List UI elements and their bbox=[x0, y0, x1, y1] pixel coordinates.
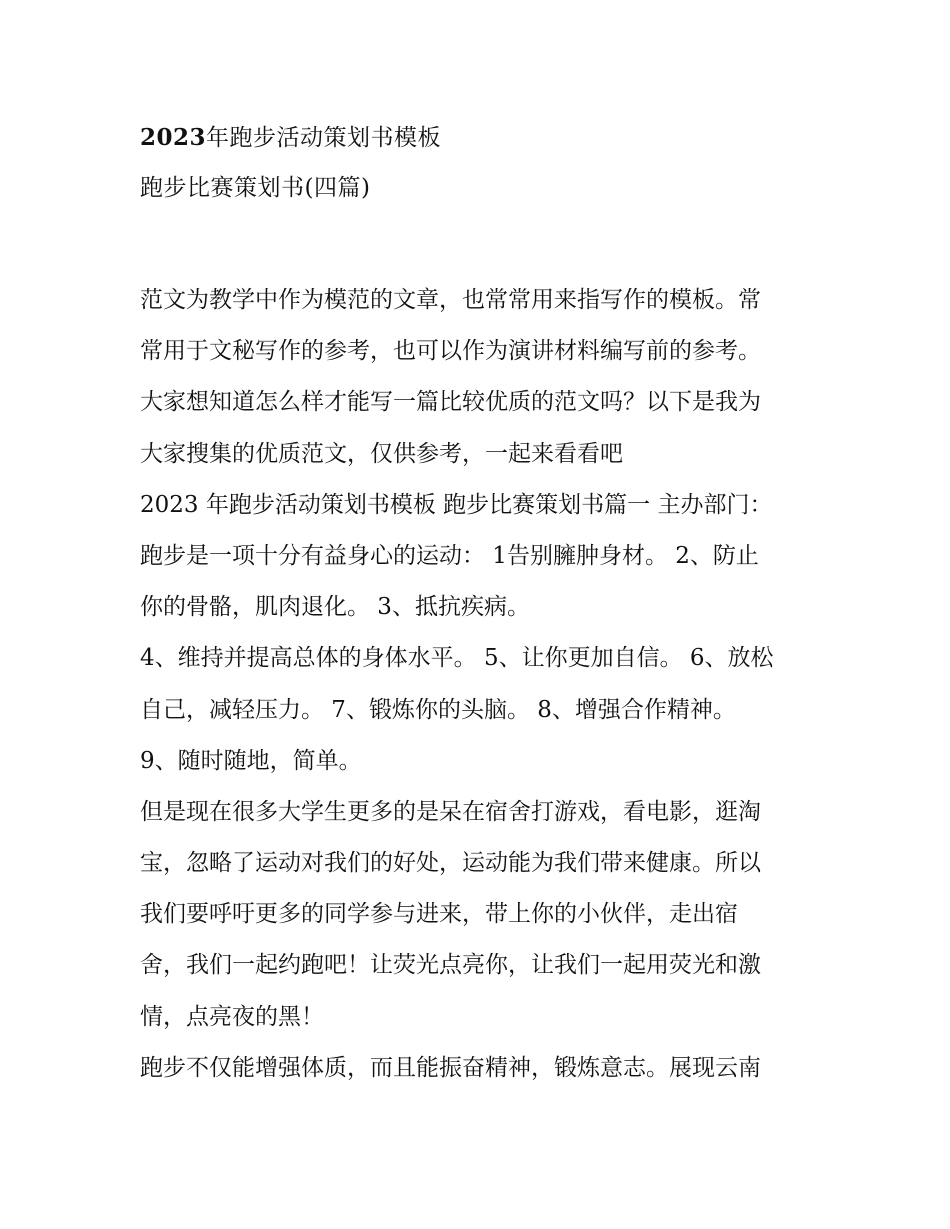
body-line: 跑步不仅能增强体质，而且能振奋精神，锻炼意志。展现云南 bbox=[140, 1054, 761, 1081]
body-line: 9、随时随地，简单。 bbox=[140, 747, 362, 774]
title-line-2: 跑步比赛策划书(四篇) bbox=[140, 175, 371, 202]
body-line: 4、维持并提高总体的身体水平。 5、让你更加自信。 6、放松 bbox=[140, 645, 774, 672]
body-line: 情，点亮夜的黑！ bbox=[140, 1003, 324, 1030]
body-line: 自己，减轻压力。 7、锻炼你的头脑。 8、增强合作精神。 bbox=[140, 696, 736, 723]
document-body bbox=[140, 275, 820, 1094]
title-year: 2023 bbox=[140, 124, 207, 151]
body-line: 跑步是一项十分有益身心的运动： 1告别臃肿身材。 2、防止 bbox=[140, 542, 759, 569]
body-line: 大家搜集的优质范文，仅供参考，一起来看看吧 bbox=[140, 440, 623, 467]
body-line: 大家想知道怎么样才能写一篇比较优质的范文吗？以下是我为 bbox=[140, 389, 761, 416]
body-line: 宝，忽略了运动对我们的好处，运动能为我们带来健康。所以 bbox=[140, 850, 761, 877]
body-line: 常用于文秘写作的参考，也可以作为演讲材料编写前的参考。 bbox=[140, 338, 761, 365]
title-line-1-text: 年跑步活动策划书模板 bbox=[206, 125, 442, 151]
body-line: 你的骨骼，肌肉退化。 3、抵抗疾病。 bbox=[140, 594, 530, 621]
title-line-1 bbox=[140, 112, 830, 163]
body-line: 2023 年跑步活动策划书模板 跑步比赛策划书篇一 主办部门： bbox=[140, 491, 773, 518]
body-line: 但是现在很多大学生更多的是呆在宿舍打游戏，看电影，逛淘 bbox=[140, 798, 761, 825]
body-line: 范文为教学中作为模范的文章，也常常用来指写作的模板。常 bbox=[140, 287, 761, 313]
body-line: 我们要呼吁更多的同学参与进来，带上你的小伙伴，走出宿 bbox=[140, 901, 738, 928]
body-line: 舍，我们一起约跑吧！让荧光点亮你，让我们一起用荧光和激 bbox=[140, 952, 761, 979]
document-title bbox=[140, 112, 830, 214]
